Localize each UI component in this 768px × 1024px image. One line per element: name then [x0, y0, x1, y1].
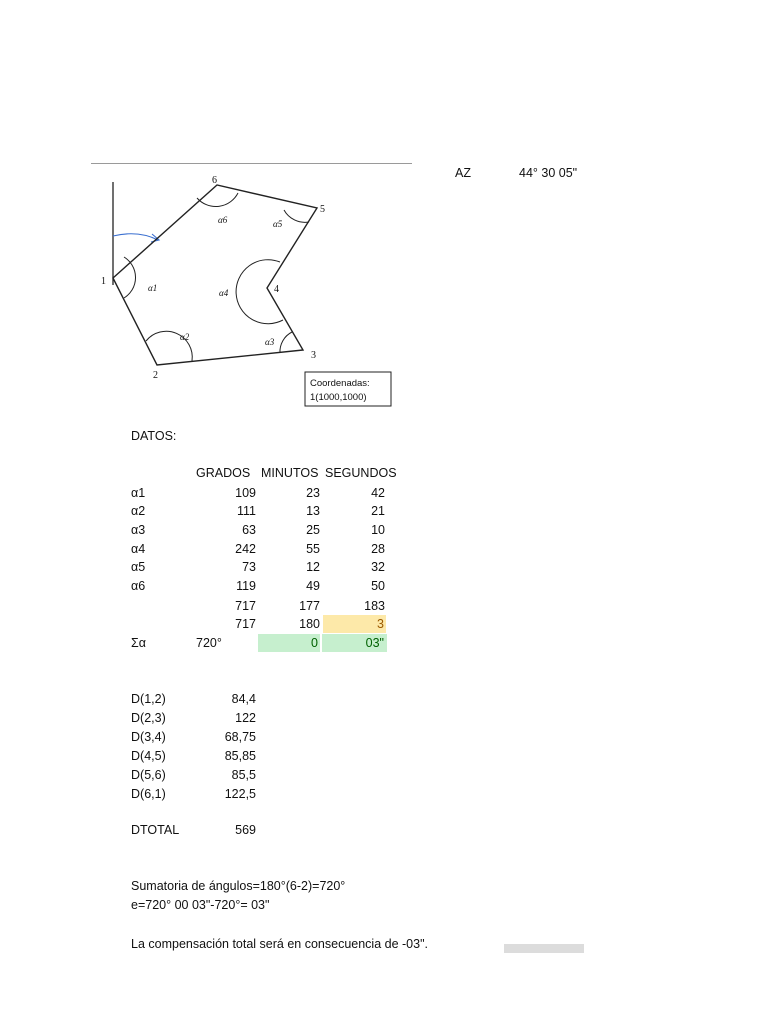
polygon-diagram	[100, 170, 400, 415]
header-grados: GRADOS	[196, 466, 251, 480]
distance-value: 122,5	[224, 787, 256, 801]
dtotal-label: DTOTAL	[131, 823, 180, 837]
sigma-minutos: 0	[258, 634, 320, 652]
sum1-segundos: 183	[364, 599, 385, 613]
row-label: α4	[131, 542, 146, 556]
row-segundos: 21	[371, 504, 385, 518]
distance-label: D(3,4)	[131, 730, 166, 744]
row-minutos: 23	[306, 486, 320, 500]
sigma-segundos: 03"	[322, 634, 387, 652]
azimuth-arc	[113, 234, 158, 240]
row-segundos: 32	[371, 560, 385, 574]
az-value: 44° 30 05"	[519, 166, 578, 180]
scroll-indicator	[504, 944, 584, 953]
note-angle-sum: Sumatoria de ángulos=180°(6-2)=720°	[131, 879, 346, 893]
row-minutos: 49	[306, 579, 320, 593]
alpha6-arc	[197, 193, 238, 207]
vertex-label-3: 3	[311, 350, 316, 361]
coords-value: 1(1000,1000)	[310, 392, 367, 403]
coords-title: Coordenadas:	[310, 378, 370, 389]
row-label: α1	[131, 486, 146, 500]
alpha-label-6: α6	[218, 215, 228, 225]
sigma-label: Σα	[131, 636, 146, 650]
distance-label: D(6,1)	[131, 787, 166, 801]
row-grados: 63	[242, 523, 256, 537]
row-grados: 242	[235, 542, 256, 556]
sum1-grados: 717	[235, 599, 256, 613]
header-segundos: SEGUNDOS	[325, 466, 397, 480]
row-label: α2	[131, 504, 146, 518]
vertex-label-2: 2	[153, 370, 158, 381]
distance-label: D(2,3)	[131, 711, 166, 725]
alpha-label-5: α5	[273, 219, 283, 229]
distance-label: D(1,2)	[131, 692, 166, 706]
note-compensation: La compensación total será en consecuencia de -03".	[131, 937, 428, 951]
sigma-value: 720°	[196, 636, 222, 650]
distance-value: 68,75	[224, 730, 256, 744]
row-minutos: 55	[306, 542, 320, 556]
sum2-grados: 717	[235, 617, 256, 631]
distance-label: D(4,5)	[131, 749, 166, 763]
distance-value: 85,5	[231, 768, 256, 782]
row-segundos: 50	[371, 579, 385, 593]
top-rule	[91, 163, 412, 164]
sum2-segundos: 3	[323, 615, 386, 633]
distance-value: 85,85	[224, 749, 256, 763]
row-label: α5	[131, 560, 146, 574]
row-segundos: 10	[371, 523, 385, 537]
vertex-label-6: 6	[212, 175, 217, 186]
az-label: AZ	[455, 166, 471, 180]
datos-title: DATOS:	[131, 429, 177, 443]
row-grados: 119	[236, 579, 256, 593]
row-grados: 111	[236, 504, 256, 518]
alpha-label-4: α4	[219, 288, 229, 298]
row-segundos: 42	[371, 486, 385, 500]
alpha5-arc	[284, 210, 309, 222]
alpha3-arc	[280, 332, 292, 353]
row-minutos: 13	[306, 504, 320, 518]
row-label: α3	[131, 523, 146, 537]
vertex-label-1: 1	[101, 276, 106, 287]
row-grados: 109	[235, 486, 256, 500]
row-label: α6	[131, 579, 146, 593]
row-segundos: 28	[371, 542, 385, 556]
alpha-label-2: α2	[180, 332, 190, 342]
header-minutos: MINUTOS	[261, 466, 319, 480]
alpha-label-3: α3	[265, 337, 275, 347]
sum1-minutos: 177	[299, 599, 320, 613]
vertex-label-5: 5	[320, 204, 325, 215]
distance-label: D(5,6)	[131, 768, 166, 782]
row-grados: 73	[242, 560, 256, 574]
sum2-minutos: 180	[299, 617, 320, 631]
alpha-label-1: α1	[148, 283, 158, 293]
traverse-polygon	[113, 185, 317, 365]
row-minutos: 25	[306, 523, 320, 537]
dtotal-value: 569	[235, 823, 256, 837]
distance-value: 122	[235, 711, 256, 725]
vertex-label-4: 4	[274, 284, 279, 295]
distance-value: 84,4	[231, 692, 256, 706]
note-error: e=720° 00 03"-720°= 03"	[131, 898, 270, 912]
row-minutos: 12	[306, 560, 320, 574]
